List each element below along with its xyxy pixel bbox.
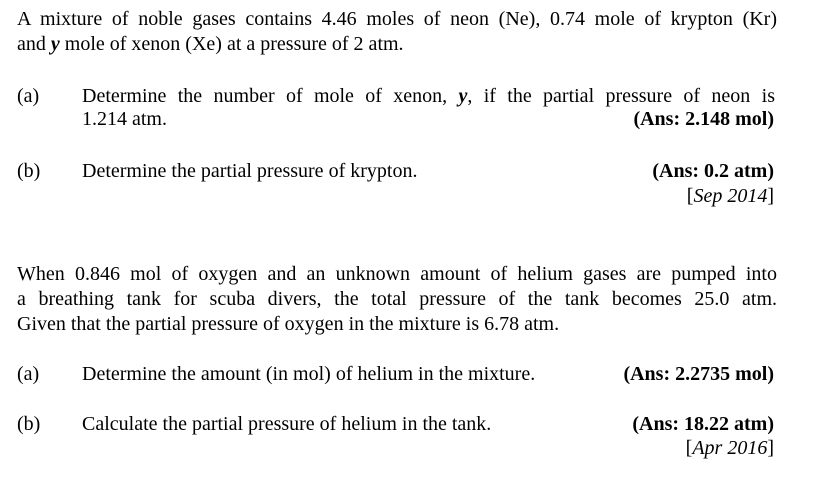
- part-label: (a): [17, 363, 40, 385]
- stem-text: mole of xenon (Xe) at a pressure of 2 atm.: [59, 33, 404, 55]
- answer-text: (Ans: 2.2735 mol): [623, 363, 774, 385]
- part-label: (b): [17, 160, 41, 182]
- variable-y: y: [458, 85, 468, 107]
- source-date: Apr 2016: [692, 437, 768, 459]
- part-b-text: Determine the partial pressure of krypton.: [82, 160, 418, 182]
- bracket-close: ]: [767, 185, 774, 207]
- variable-y: y: [50, 33, 60, 55]
- question-2-stem-line-2: a breathing tank for scuba divers, the total pressure of the tank becomes 25.0 atm.: [17, 288, 777, 310]
- bracket-close: ]: [767, 437, 774, 459]
- part-b-text: Calculate the partial pressure of helium in the tank.: [82, 413, 492, 435]
- bracket-open: [: [685, 437, 693, 459]
- answer-text: (Ans: 2.148 mol): [633, 108, 774, 130]
- question-1-stem-line-1: A mixture of noble gases contains 4.46 moles of neon (Ne), 0.74 mole of krypton (Kr): [17, 8, 777, 30]
- source-date: Sep 2014: [693, 185, 768, 207]
- part-text: Determine the number of mole of xenon,: [82, 85, 459, 107]
- stem-text: and: [17, 33, 51, 55]
- answer-text: (Ans: 18.22 atm): [632, 413, 774, 435]
- exam-source: [686, 436, 774, 461]
- answer-text: (Ans: 0.2 atm): [652, 160, 774, 182]
- part-a-text-line-2: 1.214 atm.: [82, 108, 167, 130]
- part-a-text-line-1: [82, 84, 775, 109]
- exam-source: [687, 184, 774, 209]
- part-a-text: Determine the amount (in mol) of helium in the mixture.: [82, 363, 536, 385]
- question-2-stem-line-1: When 0.846 mol of oxygen and an unknown amount of helium gases are pumped into: [17, 263, 777, 285]
- question-1-stem-line-2: [17, 32, 777, 57]
- part-label: (b): [17, 413, 41, 435]
- part-text: , if the partial pressure of neon is: [467, 85, 775, 107]
- bracket-open: [: [686, 185, 694, 207]
- part-label: (a): [17, 85, 40, 107]
- question-2-stem-line-3: Given that the partial pressure of oxygen in the mixture is 6.78 atm.: [17, 313, 560, 335]
